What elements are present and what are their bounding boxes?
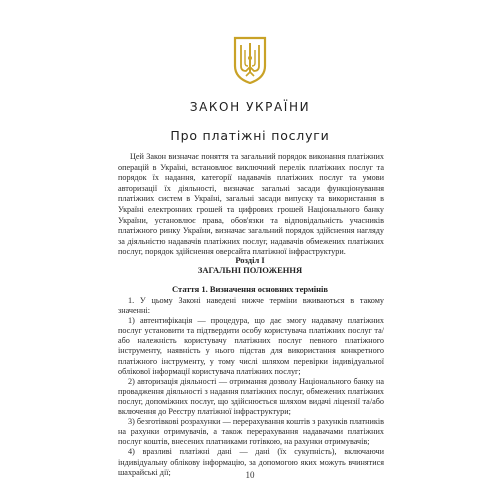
- section-name: ЗАГАЛЬНІ ПОЛОЖЕННЯ: [197, 265, 303, 275]
- article-body: [118, 296, 384, 478]
- law-title: ЗАКОН УКРАЇНИ: [189, 100, 311, 114]
- ukraine-coat-of-arms-icon: [233, 36, 267, 84]
- article-paragraph: 2) авторизація діяльності — отримання дозволу Національного банку на провадження діяльності з надання платіжних послуг, обмежених платіжних послуг, допоміжних послуг, що здійснюється шляхом видачі ліцензії та/або включення до Реєстру платіжної інфраструктури;: [118, 376, 384, 417]
- article-paragraph: 1) автентифікація — процедура, що дає змогу надавачу платіжних послуг установити та підтвердити особу користувача платіжних послуг та/або належність користувачу платіжних послуг певного платіжного інструменту, наявність у нього підстав для використання конкретного платіжного інструменту, у тому числі шляхом перевірки індивідуальної облікової інформації користувача платіжних послуг;: [118, 316, 384, 376]
- article-paragraph: 3) безготівкові розрахунки — перерахування коштів з рахунків платників на рахунки отримувачів, а також перерахування надавачами платіжних послуг коштів, внесених платниками готівкою, на рахунки отримувачів;: [118, 417, 384, 447]
- page-number: 10: [245, 470, 255, 480]
- law-subtitle: Про платіжні послуги: [170, 128, 330, 143]
- article-title: Стаття 1. Визначення основних термінів: [172, 284, 328, 294]
- article-paragraph: 4) вразливі платіжні дані — дані (їх сукупність), включаючи індивідуальну облікову інформацію, за допомогою яких можуть вчинятися шахрайські дії;: [118, 447, 384, 477]
- article-paragraph: 1. У цьому Законі наведені нижче терміни вживаються в такому значенні:: [118, 296, 384, 316]
- preamble-paragraph: Цей Закон визначає поняття та загальний порядок виконання платіжних операцій в Україні, встановлює виключний перелік платіжних послуг та порядок їх надання, категорії надавачів платіжних послуг та умови авторизації їх діяльності, визначає загальні засади функціонування платіжних систем в Україні, загальні засади випуску та використання в Україні електронних грошей та цифрових грошей Національного банку України, установлює права, обов'язки та відповідальність учасників платіжного ринку України, визначає загальний порядок здійснення нагляду за діяльністю надавачів платіжних послуг, надавачів обмежених платіжних послуг, порядок здійснення оверсайта платіжної інфраструктури.: [118, 152, 384, 257]
- section-number: Розділ І: [235, 255, 265, 265]
